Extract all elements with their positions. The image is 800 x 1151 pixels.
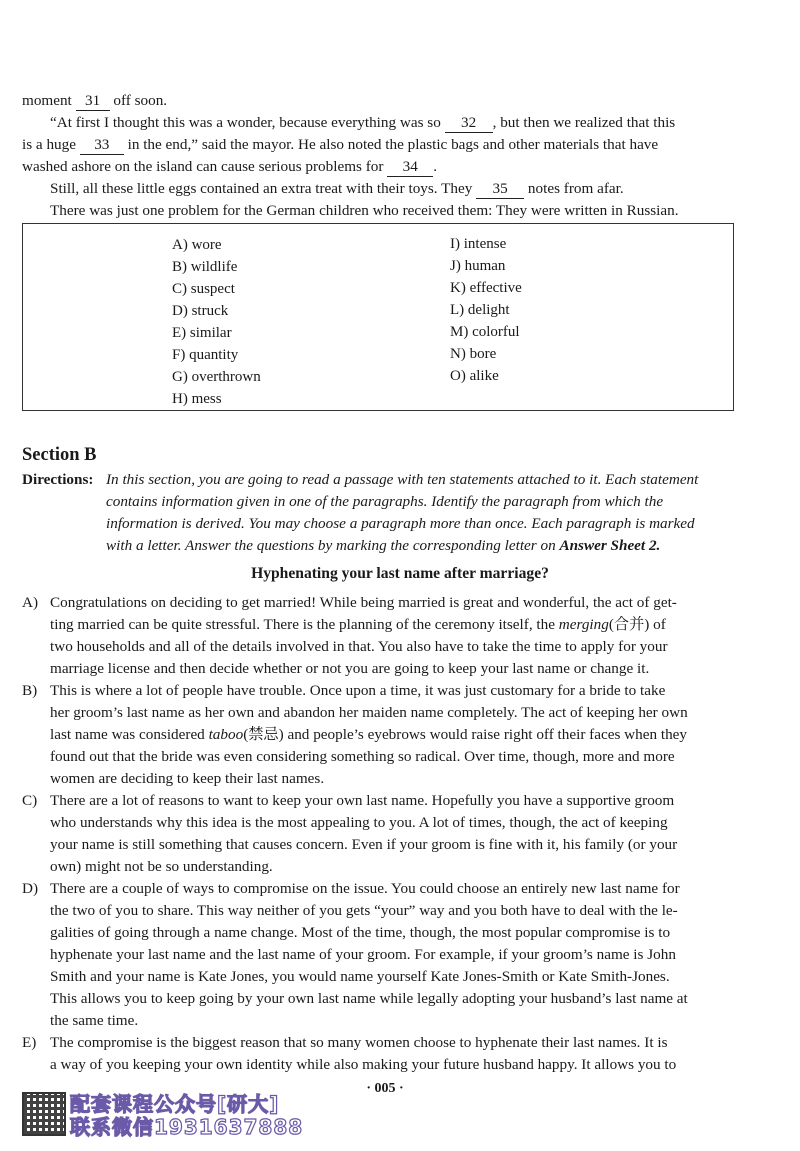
option-b: B) wildlife <box>172 259 238 275</box>
paragraph-b-line: her groom’s last name as her own and abandon her maiden name completely. The act of keeping her own <box>50 704 688 721</box>
watermark-line-2: 联系微信1931637888 <box>70 1115 304 1139</box>
option-k: K) effective <box>450 280 522 296</box>
paragraph-d-line: the same time. <box>50 1012 139 1029</box>
cloze-text: off soon. <box>109 92 168 109</box>
paragraph-c-line: who understands why this idea is the most appealing to you. A lot of times, though, the act of keeping <box>50 814 668 831</box>
option-l: L) delight <box>450 302 510 318</box>
cloze-text: notes from afar. <box>524 180 624 197</box>
paragraph-letter-c: C) <box>22 792 38 809</box>
paragraph-a-line: two households and all of the details involved in that. You also have to take the time to apply for your <box>50 638 668 655</box>
cloze-text: moment <box>22 92 76 109</box>
qr-code-icon <box>22 1092 66 1136</box>
option-g: G) overthrown <box>172 369 261 385</box>
cloze-line-5 <box>50 178 624 200</box>
cloze-line-6: There was just one problem for the German children who received them: They were written in Russian. <box>50 202 679 219</box>
paragraph-d-line: This allows you to keep going by your own last name while legally adopting your husband’s last name at <box>50 990 688 1007</box>
blank-32: 32 <box>445 114 493 133</box>
paragraph-a-line: ting married can be quite stressful. There is the planning of the ceremony itself, the merging(合并) of <box>50 616 666 633</box>
section-title: Section B <box>22 445 97 465</box>
option-m: M) colorful <box>450 324 520 340</box>
blank-35: 35 <box>476 180 524 199</box>
directions-line-4 <box>106 535 660 557</box>
option-a: A) wore <box>172 237 222 253</box>
option-c: C) suspect <box>172 281 235 297</box>
paragraph-d-line: Smith and your name is Kate Jones, you would name yourself Kate Jones-Smith or Kate Smith-Jones. <box>50 968 670 985</box>
directions-line-1: In this section, you are going to read a passage with ten statements attached to it. Each statement <box>106 471 699 488</box>
option-d: D) struck <box>172 303 229 319</box>
cloze-text: washed ashore on the island can cause serious problems for <box>22 158 388 175</box>
word-bank-box <box>22 223 734 411</box>
option-o: O) alike <box>450 368 499 384</box>
cloze-line-2 <box>50 112 675 134</box>
cloze-text: is a huge <box>22 136 80 153</box>
paragraph-d-line: There are a couple of ways to compromise on the issue. You could choose an entirely new last name for <box>50 880 680 897</box>
paragraph-b-line: women are deciding to keep their last names. <box>50 770 325 787</box>
answer-sheet-label: Answer Sheet 2. <box>559 537 661 554</box>
cloze-text: . <box>433 158 438 175</box>
passage-title: Hyphenating your last name after marriage? <box>251 565 549 582</box>
paragraph-d-line: galities of going through a name change. Most of the time, though, the most popular compromise is to <box>50 924 671 941</box>
cloze-line-4 <box>22 156 437 178</box>
paragraph-letter-b: B) <box>22 682 38 699</box>
paragraph-d-line: hyphenate your last name and the last name of your groom. For example, if your groom’s name is John <box>50 946 676 963</box>
cloze-text: Still, all these little eggs contained an extra treat with their toys. They <box>50 180 477 197</box>
directions-text: with a letter. Answer the questions by marking the corresponding letter on <box>106 537 560 554</box>
paragraph-b-line: found out that the bride was even considering something so radical. Over time, though, more and more <box>50 748 675 765</box>
cloze-text: , but then we realized that this <box>492 114 676 131</box>
directions-line-3: information is derived. You may choose a paragraph more than once. Each paragraph is marked <box>106 515 695 532</box>
cloze-line-3 <box>22 134 658 156</box>
option-f: F) quantity <box>172 347 239 363</box>
cloze-text: “At first I thought this was a wonder, because everything was so <box>50 114 445 131</box>
paragraph-letter-e: E) <box>22 1034 37 1051</box>
paragraph-d-line: the two of you to share. This way neither of you gets “your” way and you both have to deal with the le- <box>50 902 678 919</box>
cloze-text: in the end,” said the mayor. He also noted the plastic bags and other materials that have <box>123 136 659 153</box>
blank-34: 34 <box>387 158 433 177</box>
paragraph-letter-a: A) <box>22 594 39 611</box>
paragraph-e-line: a way of you keeping your own identity while also making your future husband happy. It allows you to <box>50 1056 677 1073</box>
option-j: J) human <box>450 258 506 274</box>
watermark-line-1: 配套课程公众号[研大] <box>70 1092 280 1116</box>
page-number: · 005 · <box>366 1081 404 1096</box>
option-e: E) similar <box>172 325 232 341</box>
paragraph-c-line: own) might not be so understanding. <box>50 858 273 875</box>
directions-label: Directions: <box>22 471 94 488</box>
directions-line-2: contains information given in one of the paragraphs. Identify the paragraph from which the <box>106 493 664 510</box>
blank-31: 31 <box>76 92 110 111</box>
cloze-line-1 <box>22 90 167 112</box>
paragraph-e-line: The compromise is the biggest reason that so many women choose to hyphenate their last names. It is <box>50 1034 668 1051</box>
paragraph-b-line: This is where a lot of people have trouble. Once upon a time, it was just customary for a bride to take <box>50 682 666 699</box>
paragraph-a-line: marriage license and then decide whether or not you are going to keep your last name or change it. <box>50 660 650 677</box>
paragraph-c-line: There are a lot of reasons to want to keep your own last name. Hopefully you have a supportive groom <box>50 792 675 809</box>
paragraph-a-line: Congratulations on deciding to get married! While being married is great and wonderful, the act of get- <box>50 594 677 611</box>
paragraph-letter-d: D) <box>22 880 39 897</box>
blank-33: 33 <box>80 136 124 155</box>
option-h: H) mess <box>172 391 222 407</box>
option-i: I) intense <box>450 236 507 252</box>
paragraph-b-line: last name was considered taboo(禁忌) and people’s eyebrows would raise right off their faces when they <box>50 726 688 743</box>
option-n: N) bore <box>450 346 497 362</box>
paragraph-c-line: your name is still something that causes concern. Even if your groom is fine with it, his family (or your <box>50 836 678 853</box>
